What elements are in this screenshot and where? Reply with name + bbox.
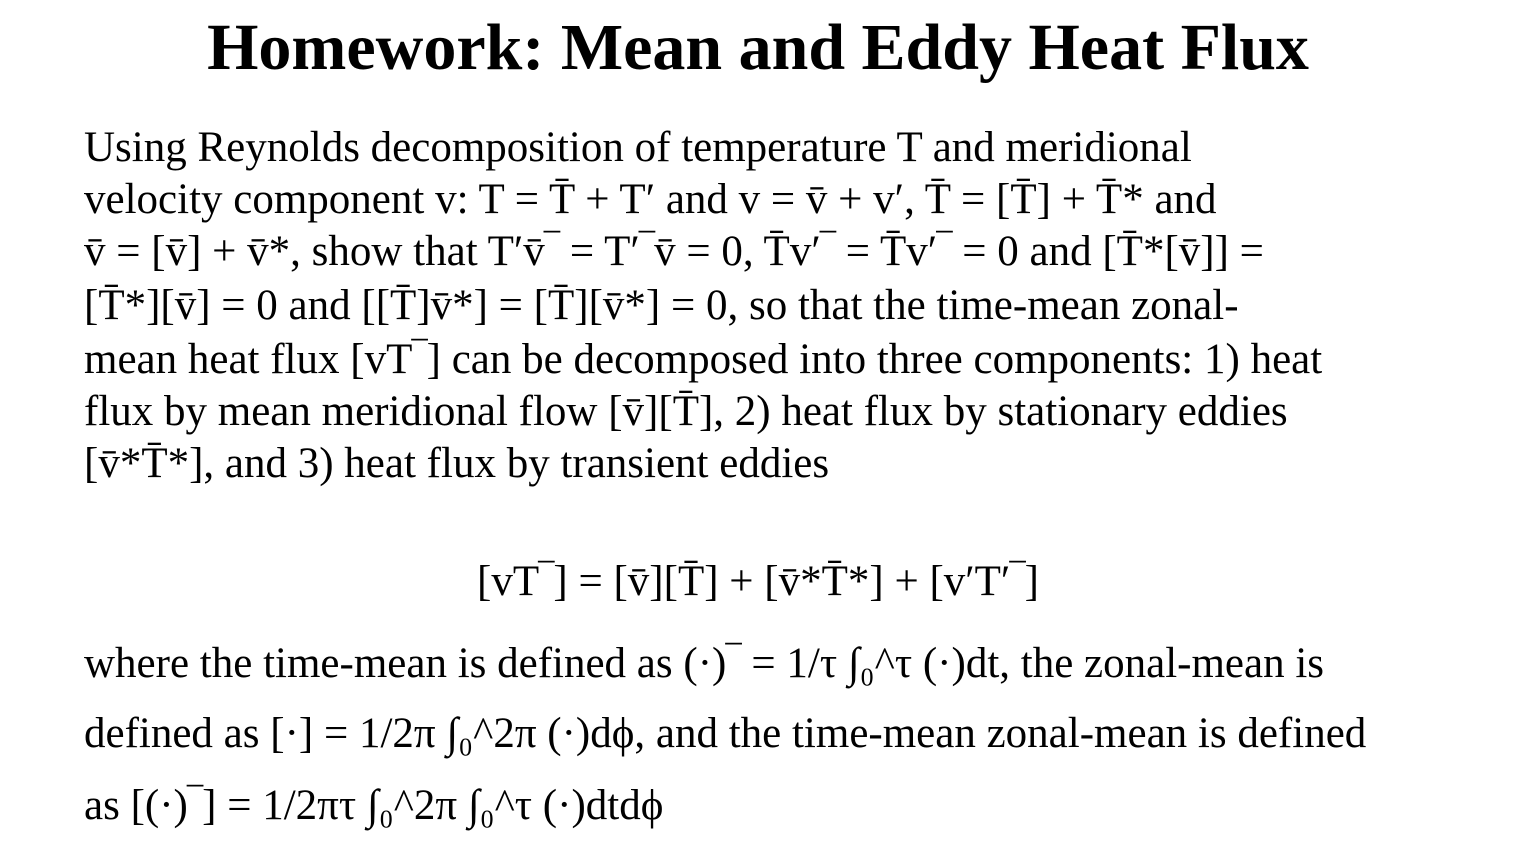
- definition-line-2: defined as [·] = 1/2π ∫₀^2π (·)dϕ, and the time-mean zonal-mean is defined: [84, 710, 1367, 757]
- paragraph-line-7: [v̄*T̄*], and 3) heat flux by transient eddies: [84, 440, 830, 487]
- decomposition-equation: [vT‾] = [v̄][T̄] + [v̄*T̄*] + [v′T′‾]: [477, 558, 1039, 605]
- paragraph-line-6: flux by mean meridional flow [v̄][T̄], 2) heat flux by stationary eddies: [84, 388, 1288, 435]
- paragraph-line-2: velocity component v: T = T̄ + T′ and v = v̄ + v′, T̄ = [T̄] + T̄* and: [84, 176, 1217, 223]
- paragraph-line-3: v̄ = [v̄] + v̄*, show that T′v̄‾ = T′‾v̄ = 0, T̄v′‾ = T̄v′‾ = 0 and [T̄*[v̄]] =: [84, 228, 1264, 275]
- definition-line-1: where the time-mean is defined as (·)‾ = 1/τ ∫₀^τ (·)dt, the zonal-mean is: [84, 640, 1325, 687]
- paragraph-line-1: Using Reynolds decomposition of temperature T and meridional: [84, 124, 1192, 171]
- definition-line-3: as [(·)‾] = 1/2πτ ∫₀^2π ∫₀^τ (·)dtdϕ: [84, 782, 664, 829]
- page-title: Homework: Mean and Eddy Heat Flux: [207, 11, 1309, 84]
- paragraph-line-4: [T̄*][v̄] = 0 and [[T̄]v̄*] = [T̄][v̄*] = 0, so that the time-mean zonal-: [84, 282, 1239, 329]
- paragraph-line-5: mean heat flux [vT‾] can be decomposed into three components: 1) heat: [84, 336, 1323, 383]
